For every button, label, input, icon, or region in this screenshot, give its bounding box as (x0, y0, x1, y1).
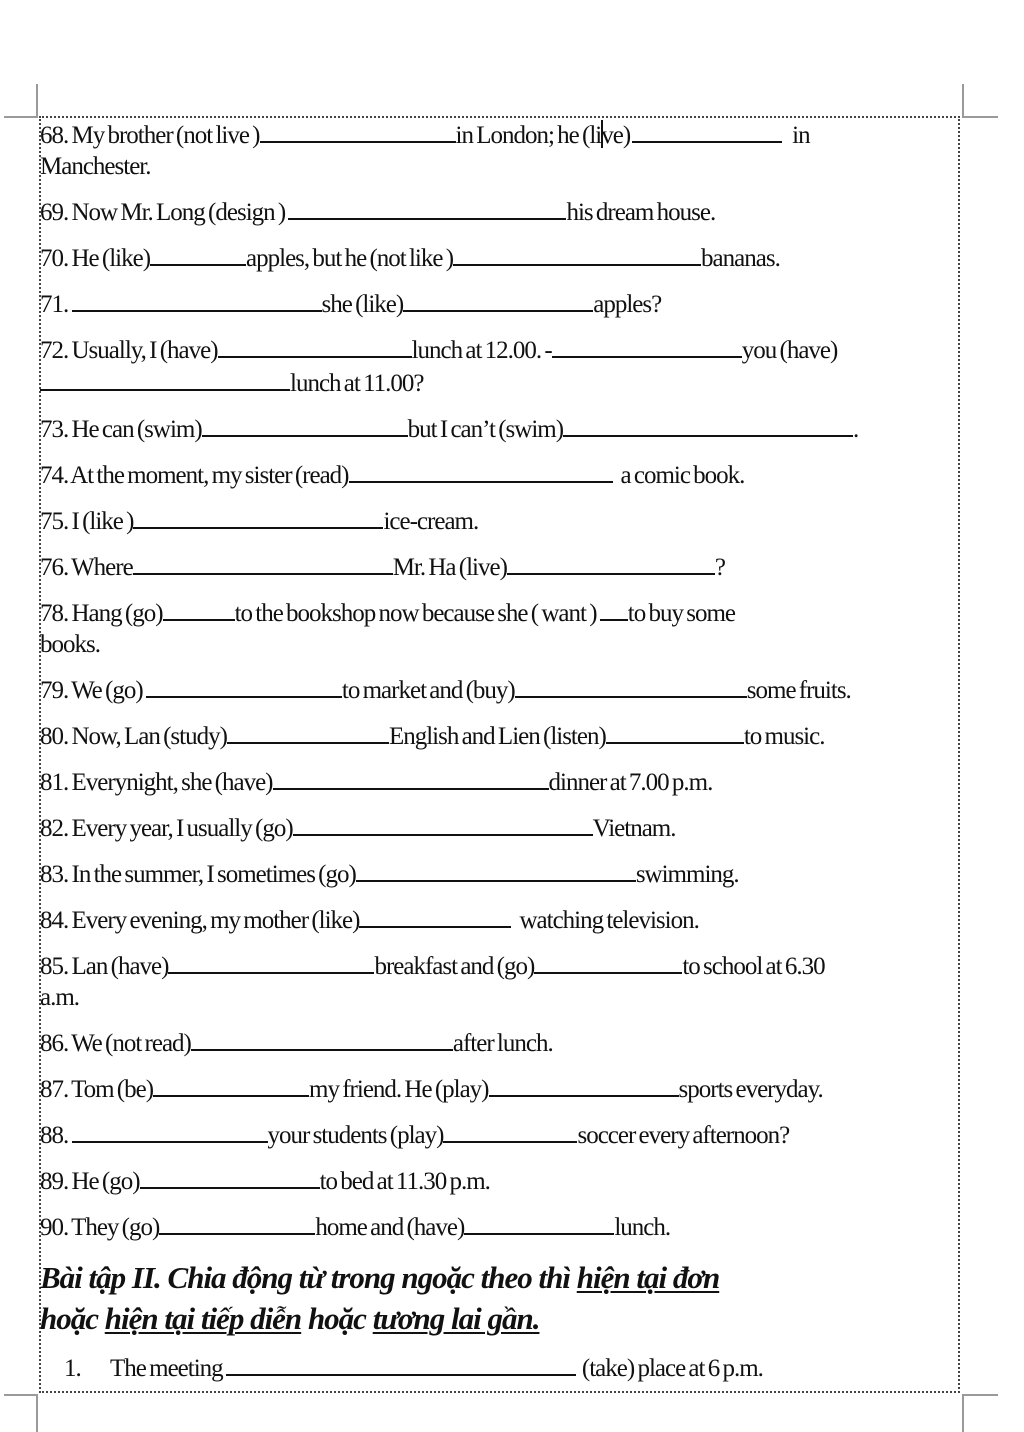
exercise-71: 71. she (like) apples? (40, 287, 962, 320)
answer-blank[interactable] (226, 1351, 576, 1376)
exercise-number: 70. (40, 245, 69, 272)
exercise-68: 68. My brother (not live ) in London; he (live) in Manchester. (40, 118, 962, 182)
exercise-number: 90. (40, 1214, 69, 1241)
exercise-number: 89. (40, 1168, 69, 1195)
answer-blank[interactable] (507, 550, 715, 575)
answer-blank[interactable] (443, 1118, 577, 1143)
exercise-number: 87. (40, 1076, 69, 1103)
exercise-82: 82. Every year, I usually (go) Vietnam. (40, 811, 962, 844)
exercise-number: 82. (40, 815, 69, 842)
section-2-heading: Bài tập II. Chia động từ trong ngoặc theo thì hiện tại đơn hoặc hiện tại tiếp diễn hoặc tương lai gần. (40, 1260, 720, 1336)
answer-blank[interactable] (453, 241, 701, 266)
answer-blank[interactable] (150, 241, 246, 266)
crop-mark-top-left-h (4, 116, 38, 118)
tense-near-future: tương lai gần. (372, 1301, 540, 1336)
answer-blank[interactable] (464, 1210, 614, 1235)
crop-mark-top-left-v (36, 84, 38, 116)
exercise-number: 79. (40, 677, 69, 704)
exercise-88: 88. your students (play) soccer every afternoon? (40, 1118, 962, 1151)
exercise-number: 85. (40, 953, 69, 980)
answer-blank[interactable] (293, 811, 593, 836)
answer-blank[interactable] (563, 412, 853, 437)
exercise-75: 75. I (like ) ice-cream. (40, 504, 962, 537)
answer-blank[interactable] (489, 1072, 679, 1097)
exercise-70: 70. He (like) apples, but he (not like ) bananas. (40, 241, 962, 274)
answer-blank[interactable] (163, 596, 235, 621)
exercise-83: 83. In the summer, I sometimes (go) swimming. (40, 857, 962, 890)
answer-blank[interactable] (140, 1164, 320, 1189)
answer-blank[interactable] (72, 1118, 268, 1143)
exercise-87: 87. Tom (be) my friend. He (play) sports everyday. (40, 1072, 962, 1105)
answer-blank[interactable] (146, 673, 342, 698)
crop-mark-top-right-h (962, 116, 998, 118)
section-2-item-1: 1. The meeting (take) place at 6 p.m. (64, 1351, 962, 1384)
exercise-number: 73. (40, 416, 69, 443)
answer-blank[interactable] (202, 412, 408, 437)
answer-blank[interactable] (288, 195, 566, 220)
answer-blank[interactable] (403, 287, 593, 312)
exercise-number: 81. (40, 769, 69, 796)
answer-blank[interactable] (159, 1210, 315, 1235)
crop-mark-bottom-left-h (4, 1394, 38, 1396)
answer-blank[interactable] (606, 719, 744, 744)
answer-blank[interactable] (273, 765, 549, 790)
exercise-number: 76. (40, 554, 69, 581)
answer-blank[interactable] (168, 949, 374, 974)
exercise-number: 68. (40, 122, 69, 149)
answer-blank[interactable] (260, 118, 456, 143)
exercise-90: 90. They (go) home and (have) lunch. (40, 1210, 962, 1243)
exercise-72: 72. Usually, I (have) lunch at 12.00. - you (have) lunch at 11.00? (40, 333, 962, 399)
answer-blank[interactable] (191, 1026, 453, 1051)
answer-blank[interactable] (133, 504, 383, 529)
document-body[interactable] (40, 118, 962, 1384)
exercise-84: 84. Every evening, my mother (like) watching television. (40, 903, 962, 936)
exercise-number: 74. (40, 462, 69, 489)
crop-mark-bottom-right-v (962, 1394, 964, 1432)
exercise-number: 80. (40, 723, 69, 750)
tense-present-continuous: hiện tại tiếp diễn (104, 1301, 302, 1336)
answer-blank[interactable] (600, 596, 628, 621)
crop-mark-bottom-left-v (36, 1394, 38, 1432)
answer-blank[interactable] (218, 333, 412, 358)
exercise-89: 89. He (go) to bed at 11.30 p.m. (40, 1164, 962, 1197)
exercise-79: 79. We (go) to market and (buy) some fruits. (40, 673, 962, 706)
exercise-85: 85. Lan (have) breakfast and (go) to school at 6.30 a.m. (40, 949, 962, 1013)
exercise-number: 72. (40, 337, 69, 364)
answer-blank[interactable] (153, 1072, 309, 1097)
exercise-number: 86. (40, 1030, 69, 1057)
exercise-76: 76. Where Mr. Ha (live) ? (40, 550, 962, 583)
answer-blank[interactable] (227, 719, 389, 744)
answer-blank[interactable] (349, 458, 613, 483)
answer-blank[interactable] (534, 949, 682, 974)
exercise-86: 86. We (not read) after lunch. (40, 1026, 962, 1059)
exercise-81: 81. Everynight, she (have) dinner at 7.00 p.m. (40, 765, 962, 798)
answer-blank[interactable] (72, 287, 322, 312)
answer-blank[interactable] (133, 550, 393, 575)
exercise-number: 78. (40, 600, 69, 627)
tense-present-simple: hiện tại đơn (576, 1260, 720, 1295)
exercise-73: 73. He can (swim) but I can’t (swim) . (40, 412, 962, 445)
exercise-number: 88. (40, 1122, 69, 1149)
answer-blank[interactable] (359, 903, 511, 928)
exercise-number: 71. (40, 291, 69, 318)
item-number: 1. (64, 1355, 81, 1382)
answer-blank[interactable] (515, 673, 747, 698)
answer-blank[interactable] (552, 333, 742, 358)
exercise-number: 69. (40, 199, 69, 226)
crop-mark-top-right-v (962, 84, 964, 116)
crop-mark-bottom-right-h (962, 1394, 998, 1396)
exercise-number: 84. (40, 907, 69, 934)
exercise-80: 80. Now, Lan (study) English and Lien (listen) to music. (40, 719, 962, 752)
exercise-number: 75. (40, 508, 69, 535)
exercise-number: 83. (40, 861, 69, 888)
answer-blank[interactable] (632, 118, 782, 143)
answer-blank[interactable] (40, 366, 290, 391)
exercise-69: 69. Now Mr. Long (design ) his dream house. (40, 195, 962, 228)
exercise-78: 78. Hang (go) to the bookshop now because she ( want ) to buy some books. (40, 596, 962, 660)
exercise-74: 74. At the moment, my sister (read) a comic book. (40, 458, 962, 491)
answer-blank[interactable] (356, 857, 636, 882)
